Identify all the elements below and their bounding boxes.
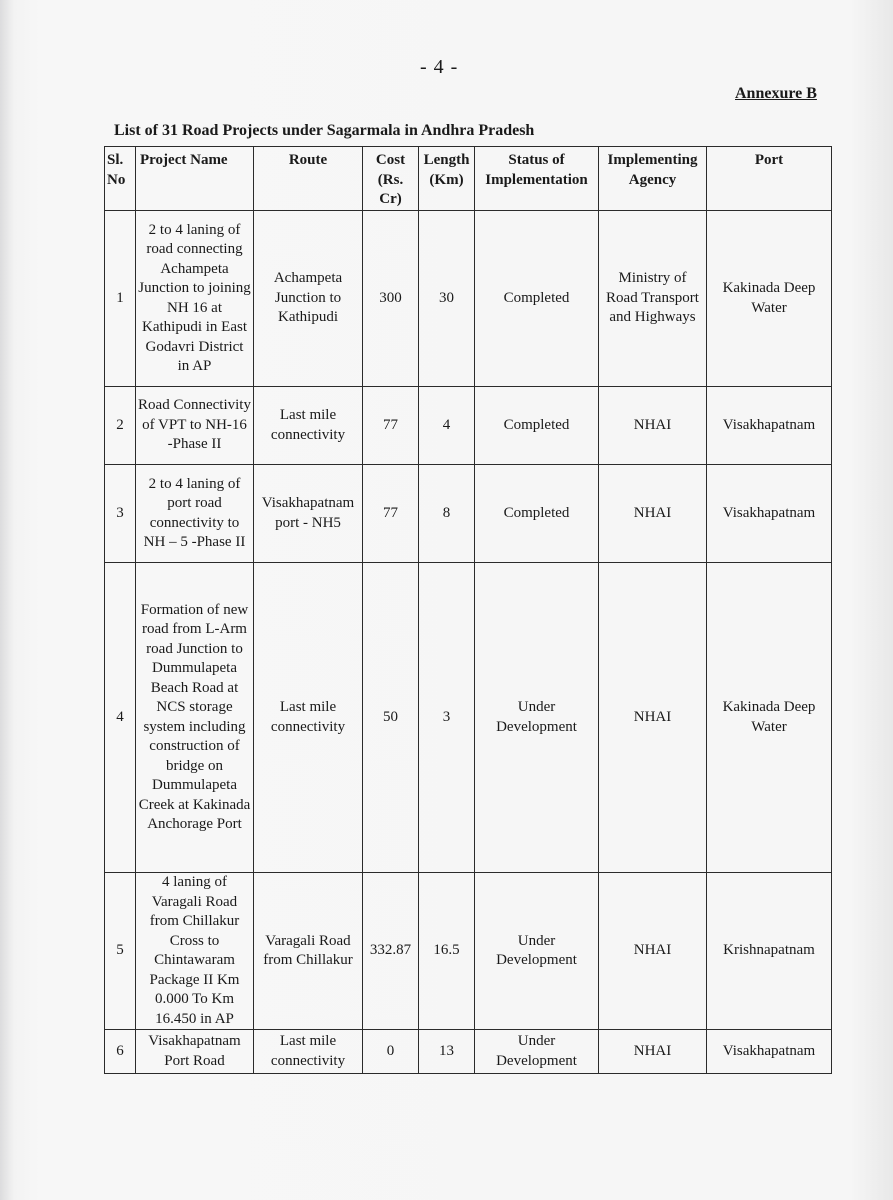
cell-cost: 77: [363, 465, 419, 563]
cell-cost: 300: [363, 211, 419, 387]
cell-project-name: Visakhapatnam Port Road: [136, 1030, 254, 1074]
cell-route: Last mile connectivity: [254, 563, 363, 873]
header-length: Length (Km): [419, 147, 475, 211]
cell-status: Under Development: [475, 563, 599, 873]
cell-route: Visakhapatnam port - NH5: [254, 465, 363, 563]
cell-project-name: 4 laning of Varagali Road from Chillakur Cross to Chintawaram Package II Km 0.000 To Km 16.450 in AP: [136, 873, 254, 1030]
table-row: [105, 1030, 832, 1074]
cell-sl-no: 4: [105, 563, 136, 873]
table-row: [105, 211, 832, 387]
cell-status: Under Development: [475, 873, 599, 1030]
header-cost: Cost (Rs. Cr): [363, 147, 419, 211]
table-title: List of 31 Road Projects under Sagarmala in Andhra Pradesh: [114, 122, 535, 139]
annexure-label: Annexure B: [735, 85, 817, 102]
cell-project-name: 2 to 4 laning of road connecting Achampeta Junction to joining NH 16 at Kathipudi in East Godavri District in AP: [136, 211, 254, 387]
cell-port: Kakinada Deep Water: [707, 563, 832, 873]
cell-project-name: Formation of new road from L-Arm road Junction to Dummulapeta Beach Road at NCS storage system including construction of bridge on Dummulapeta Creek at Kakinada Anchorage Port: [136, 563, 254, 873]
cell-length: 3: [419, 563, 475, 873]
table-row: [105, 873, 832, 1030]
cell-port: Visakhapatnam: [707, 465, 832, 563]
cell-route: Achampeta Junction to Kathipudi: [254, 211, 363, 387]
cell-project-name: Road Connectivity of VPT to NH-16 -Phase II: [136, 387, 254, 465]
cell-cost: 332.87: [363, 873, 419, 1030]
cell-port: Kakinada Deep Water: [707, 211, 832, 387]
cell-agency: NHAI: [599, 1030, 707, 1074]
cell-route: Varagali Road from Chillakur: [254, 873, 363, 1030]
table-row: [105, 563, 832, 873]
cell-route: Last mile connectivity: [254, 1030, 363, 1074]
cell-agency: NHAI: [599, 465, 707, 563]
cell-sl-no: 6: [105, 1030, 136, 1074]
cell-port: Krishnapatnam: [707, 873, 832, 1030]
cell-route: Last mile connectivity: [254, 387, 363, 465]
road-projects-table: [104, 146, 832, 1074]
cell-length: 30: [419, 211, 475, 387]
cell-port: Visakhapatnam: [707, 1030, 832, 1074]
cell-port: Visakhapatnam: [707, 387, 832, 465]
table-row: [105, 465, 832, 563]
cell-length: 16.5: [419, 873, 475, 1030]
header-route: Route: [254, 147, 363, 211]
cell-status: Completed: [475, 211, 599, 387]
cell-cost: 50: [363, 563, 419, 873]
cell-project-name: 2 to 4 laning of port road connectivity to NH – 5 -Phase II: [136, 465, 254, 563]
cell-sl-no: 5: [105, 873, 136, 1030]
cell-status: Completed: [475, 465, 599, 563]
page-number: - 4 -: [420, 56, 459, 78]
cell-agency: NHAI: [599, 563, 707, 873]
cell-agency: NHAI: [599, 873, 707, 1030]
table-row: [105, 387, 832, 465]
cell-agency: NHAI: [599, 387, 707, 465]
header-project-name: Project Name: [136, 147, 254, 211]
cell-status: Under Development: [475, 1030, 599, 1074]
cell-length: 4: [419, 387, 475, 465]
cell-sl-no: 3: [105, 465, 136, 563]
cell-length: 13: [419, 1030, 475, 1074]
cell-cost: 0: [363, 1030, 419, 1074]
cell-cost: 77: [363, 387, 419, 465]
cell-length: 8: [419, 465, 475, 563]
cell-sl-no: 2: [105, 387, 136, 465]
header-port: Port: [707, 147, 832, 211]
cell-agency: Ministry of Road Transport and Highways: [599, 211, 707, 387]
header-agency: Implementing Agency: [599, 147, 707, 211]
table-header-row: [105, 147, 832, 211]
cell-sl-no: 1: [105, 211, 136, 387]
header-status: Status of Implementation: [475, 147, 599, 211]
cell-status: Completed: [475, 387, 599, 465]
header-sl-no: Sl. No: [105, 147, 136, 211]
